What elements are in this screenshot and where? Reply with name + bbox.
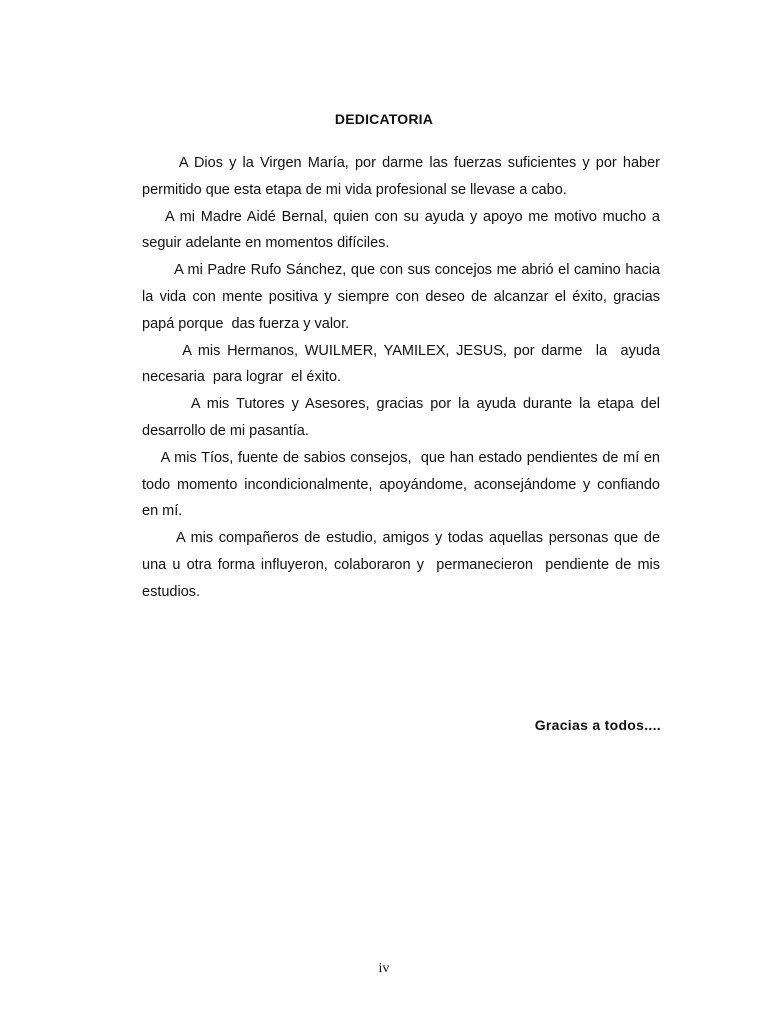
- paragraph-hermanos: A mis Hermanos, WUILMER, YAMILEX, JESUS, por darme la ayuda necesaria para lograr el éxito.: [142, 342, 665, 386]
- paragraph-tios: A mis Tíos, fuente de sabios consejos, que han estado pendientes de mí en todo momento incondicionalmente, apoyándome, aconsejándome y confiando en mí.: [142, 449, 665, 520]
- paragraph-tutores: A mis Tutores y Asesores, gracias por la ayuda durante la etapa del desarrollo de mi pasantía.: [142, 396, 665, 439]
- paragraph-dios: A Dios y la Virgen María, por darme las fuerzas suficientes y por haber permitido que esta etapa de mi vida profesional se llevase a cabo.: [142, 155, 665, 198]
- paragraph-companeros: A mis compañeros de estudio, amigos y todas aquellas personas que de una u otra forma influyeron, colaboraron y permanecieron pendiente de mis estudios.: [142, 530, 665, 600]
- closing-thanks: Gracias a todos....: [534, 717, 661, 733]
- paragraph-madre: A mi Madre Aidé Bernal, quien con su ayuda y apoyo me motivo mucho a seguir adelante en momentos difíciles.: [142, 208, 665, 252]
- paragraph-padre: A mi Padre Rufo Sánchez, que con sus concejos me abrió el camino hacia la vida con mente positiva y siempre con deseo de alcanzar el éxito, gracias papá porque das fuerza y valor.: [142, 262, 665, 332]
- page-title: DEDICATORIA: [334, 111, 434, 127]
- dedication-body: [142, 150, 665, 606]
- page-number: iv: [378, 961, 390, 976]
